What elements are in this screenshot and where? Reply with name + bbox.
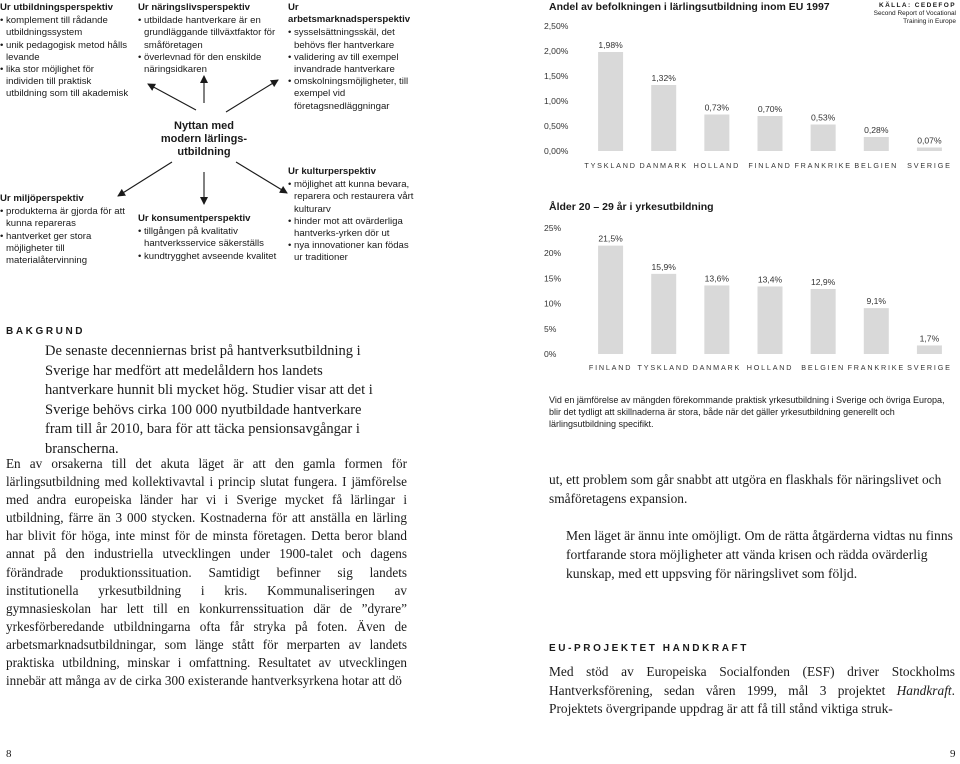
source-line: Training in Europe <box>903 18 956 25</box>
page-number-right: 9 <box>950 748 956 760</box>
perspective-item: • möjlighet att kunna bevara, reparera och restaurera vårt kulturarv <box>288 179 418 216</box>
x-tick-label: SVERIGE <box>907 363 952 372</box>
data-label: 15,9% <box>651 261 676 272</box>
perspective-item: • nya innovationer kan födas ur traditioner <box>288 240 418 264</box>
section-heading-bakgrund: BAKGRUND <box>6 326 86 337</box>
data-label: 13,6% <box>704 273 730 284</box>
bar <box>651 274 676 354</box>
data-label: 1,98% <box>598 40 623 50</box>
diagram-center-label: Nyttan med modern lärlings-utbildning <box>160 120 248 158</box>
chart-eu-apprentices <box>540 18 956 176</box>
x-tick-label: SVERIGE <box>907 161 952 170</box>
y-tick-label: 20% <box>544 248 562 259</box>
arrow-kultur <box>236 162 287 193</box>
bar <box>864 137 889 151</box>
perspective-item: • kundtrygghet avseende kvalitet <box>138 251 278 263</box>
bar <box>758 116 783 151</box>
lead-paragraph: De senaste decenniernas brist på hantverksutbildning i Sverige har medfört att medelåldern hos landets hantverkare hunnit bli mycket hög. Studier visar att det i Sverige behövs cirka 100 000 nyutbildade hantverkare fram till år 2010, bara för att täcka pensionsavgångar i branscherna. <box>45 343 373 457</box>
project-name: Handkraft <box>896 682 952 698</box>
x-tick-label: HOLLAND <box>746 363 794 372</box>
perspective-item: • hantverket ger stora möjligheter till materialåtervinning <box>0 231 128 268</box>
data-label: 0,53% <box>810 112 836 123</box>
data-label: 0,28% <box>864 125 889 135</box>
data-label: 1,7% <box>919 333 940 344</box>
perspective-title: Ur arbetsmarknadsperspektiv <box>288 2 411 26</box>
bar <box>917 345 942 354</box>
perspective-title: Ur miljöperspektiv <box>0 193 84 204</box>
perspective-item: • överlevnad för den enskilde näringsidkaren <box>138 52 276 76</box>
perspective-utbildning <box>0 2 130 101</box>
y-tick-label: 0% <box>544 349 557 359</box>
x-tick-label: FRANKRIKE <box>847 363 905 372</box>
x-tick-label: TYSKLAND <box>637 363 690 372</box>
source-label: KÄLLA: CEDEFOP <box>878 2 956 9</box>
y-tick-label: 5% <box>544 323 557 334</box>
page-number-left: 8 <box>6 748 12 760</box>
data-label: 0,73% <box>704 102 730 113</box>
bar <box>704 285 729 354</box>
perspective-item: • hinder mot att ovärderliga hantverks-yrken dör ut <box>288 216 418 240</box>
data-label: 21,5% <box>598 233 623 244</box>
x-tick-label: DANMARK <box>692 363 742 372</box>
arrow-miljo <box>118 162 172 196</box>
bar <box>811 289 836 354</box>
perspective-item: • lika stor möjlighet för individen till praktisk utbildning som till akademisk <box>0 64 130 101</box>
perspective-title: Ur kulturperspektiv <box>288 166 376 177</box>
x-tick-label: BELGIEN <box>801 363 846 372</box>
y-tick-label: 0,00% <box>544 146 569 156</box>
eu-text: Med stöd av Europeiska Socialfonden (ESF) driver Stockholms Hantverksförening, sedan våren 1999, mål 3 projektet <box>549 664 955 698</box>
x-tick-label: HOLLAND <box>693 161 741 170</box>
y-tick-label: 10% <box>544 298 562 309</box>
y-tick-label: 15% <box>544 273 562 284</box>
perspective-item: • omskolningsmöjligheter, till exempel vid företagsnedläggningar <box>288 76 416 113</box>
bar <box>864 308 889 354</box>
perspective-item: • produkterna är gjorda för att kunna repareras <box>0 206 128 230</box>
data-label: 1,32% <box>651 73 676 83</box>
source-line: Second Report of Vocational <box>873 10 956 17</box>
continued-paragraph: ut, ett problem som går snabbt att utgöra en flaskhals för näringslivet och småföretagens expansion. <box>549 472 942 506</box>
perspective-konsument <box>138 213 278 263</box>
chart-caption: Vid en jämförelse av mängden förekommande praktisk yrkesutbildning i Sverige och övriga Europa, blir det tydligt att skillnaderna är stora, både när det gäller yrkesutbildning generellt och lärlingsutbildning specifikt. <box>549 395 945 429</box>
bar <box>811 125 836 152</box>
x-tick-label: FINLAND <box>588 363 633 372</box>
quote-paragraph: Men läget är ännu inte omöjligt. Om de rätta åtgärderna vidtas nu finns fortfarande stora möjligheter att vända krisen och rädda ovärderlig kunskap, med ett uppsving för näringslivet som följd. <box>566 528 953 581</box>
y-tick-label: 1,50% <box>544 71 569 81</box>
perspective-miljo <box>0 193 128 267</box>
perspective-title: Ur näringslivsperspektiv <box>138 2 250 13</box>
y-tick-label: 25% <box>544 223 562 233</box>
eu-text: . Projektets övergripande uppdrag är att få till stånd viktiga struk- <box>549 682 955 717</box>
perspective-item: • unik pedagogisk metod hålls levande <box>0 40 130 64</box>
perspective-kultur <box>288 166 418 265</box>
body-paragraph: En av orsakerna till det akuta läget är att den gamla formen för lärlingsutbildning med kollektivavtal i princip slutat fungera. I jämförelse med andra europeiska länder har vi i Sverige mycket få lärlingar i utbildning, färre än 3 000 stycken. Kostnaderna för att anställa en lärling har blivit för höga, inte minst för de minsta företagen. Detta beror bland annat på den industriella utvecklingen under 1900-talet och dagens förändrade produktionssituation. Samtidigt befinner sig landets institutionella yrkesutbildning i kris. Kommunaliseringen av gymnasieskolan har lett till en konkurrenssituation där de ”dyrare” yrkesförberedande utbildningarna ofta får stryka på foten. Även de arbetsmarknadsutbildningar, som länge stått för merparten av landets praktiska utbildning, minskar i omfattning. Resultatet av utvecklingen innebär att många av de cirka 300 existerande hantverksyrkena hotar att dö <box>6 456 407 689</box>
chart-age-20-29 <box>540 216 956 376</box>
y-tick-label: 0,50% <box>544 121 569 131</box>
perspective-item: • tillgången på kvalitativ hantverksservice säkerställs <box>138 226 278 250</box>
eu-paragraph <box>549 663 955 719</box>
chart-title: Andel av befolkningen i lärlingsutbildning inom EU 1997 <box>549 1 830 13</box>
perspective-title: Ur konsumentperspektiv <box>138 213 251 224</box>
y-tick-label: 1,00% <box>544 96 569 106</box>
perspective-item: • validering av till exempel invandrade hantverkare <box>288 52 416 76</box>
bar <box>651 85 676 151</box>
perspective-item: • utbildade hantverkare är en grundläggande tillväxtfaktor för småföretagen <box>138 15 276 52</box>
perspective-title: Ur utbildningsperspektiv <box>0 2 114 13</box>
perspective-item: • sysselsättningsskäl, det behövs fler hantverkare <box>288 27 416 51</box>
section-heading-eu: EU-PROJEKTET HANDKRAFT <box>549 643 749 654</box>
x-tick-label: DANMARK <box>639 161 688 170</box>
bar <box>704 115 729 152</box>
bar <box>917 148 942 152</box>
perspective-arbetsmarknad <box>288 2 416 113</box>
x-tick-label: TYSKLAND <box>584 161 637 170</box>
data-label: 0,07% <box>917 135 942 146</box>
bar <box>758 286 783 354</box>
chart-title: Ålder 20 – 29 år i yrkesutbildning <box>549 201 714 213</box>
bar <box>598 52 623 151</box>
x-tick-label: BELGIEN <box>854 161 899 170</box>
perspective-naringsliv <box>138 2 276 76</box>
bar <box>598 246 623 354</box>
data-label: 12,9% <box>810 276 836 287</box>
arrow-utbildning <box>148 84 196 110</box>
y-tick-label: 2,00% <box>544 46 569 56</box>
x-tick-label: FINLAND <box>748 161 792 170</box>
data-label: 0,70% <box>757 104 783 114</box>
data-label: 13,4% <box>757 274 783 285</box>
arrow-arbetsmarknad <box>226 80 278 112</box>
x-tick-label: FRANKRIKE <box>794 161 852 170</box>
data-label: 9,1% <box>866 296 887 307</box>
perspective-item: • komplement till rådande utbildningssystem <box>0 15 130 39</box>
y-tick-label: 2,50% <box>544 21 569 31</box>
